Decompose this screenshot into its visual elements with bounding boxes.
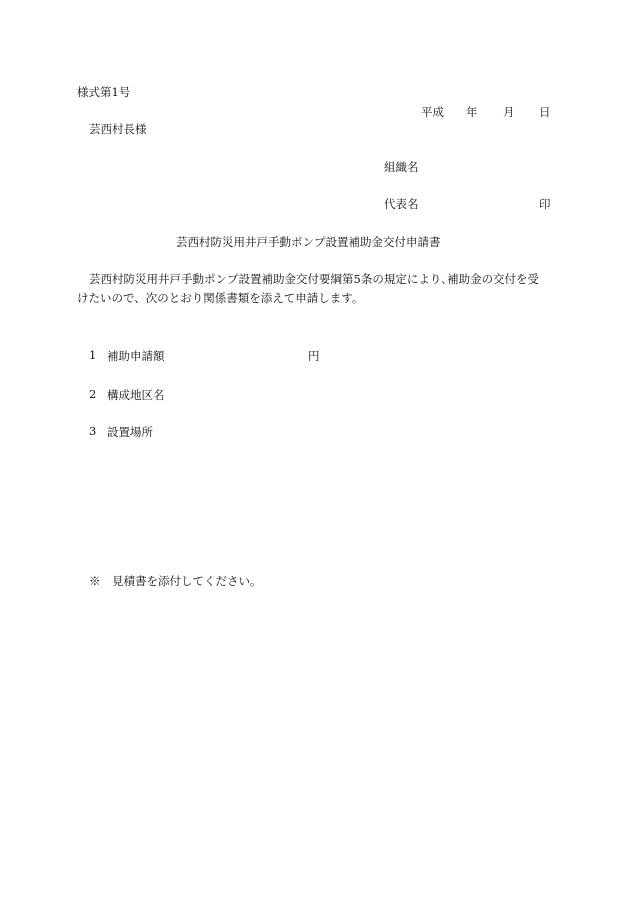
item-label: 構成地区名 [107,388,165,402]
date-era: 平成 [421,105,444,119]
date-month: 月 [503,105,515,119]
item-number: 1 [89,348,97,362]
organization-label: 組織名 [384,160,419,174]
representative-label: 代表名 [384,197,419,211]
date-year: 年 [466,105,478,119]
item-number: 3 [89,424,97,438]
form-number: 様式第1号 [77,85,131,99]
addressee: 芸西村長様 [89,122,147,136]
item-label: 設置場所 [107,425,153,439]
document-title: 芸西村防災用井戸手動ポンプ設置補助金交付申請書 [176,235,441,249]
date-day: 日 [539,105,551,119]
body-paragraph-line-2: けたいので、次のとおり関係書類を添えて申請します。 [77,291,364,305]
item-number: 2 [89,387,97,401]
attachment-note: ※ 見積書を添付してください。 [89,574,262,588]
item-label: 補助申請額 [107,349,165,363]
yen-unit: 円 [308,349,320,363]
body-paragraph-line-1: 芸西村防災用井戸手動ポンプ設置補助金交付要綱第5条の規定により､補助金の交付を受 [89,272,540,286]
seal-label: 印 [539,197,551,211]
